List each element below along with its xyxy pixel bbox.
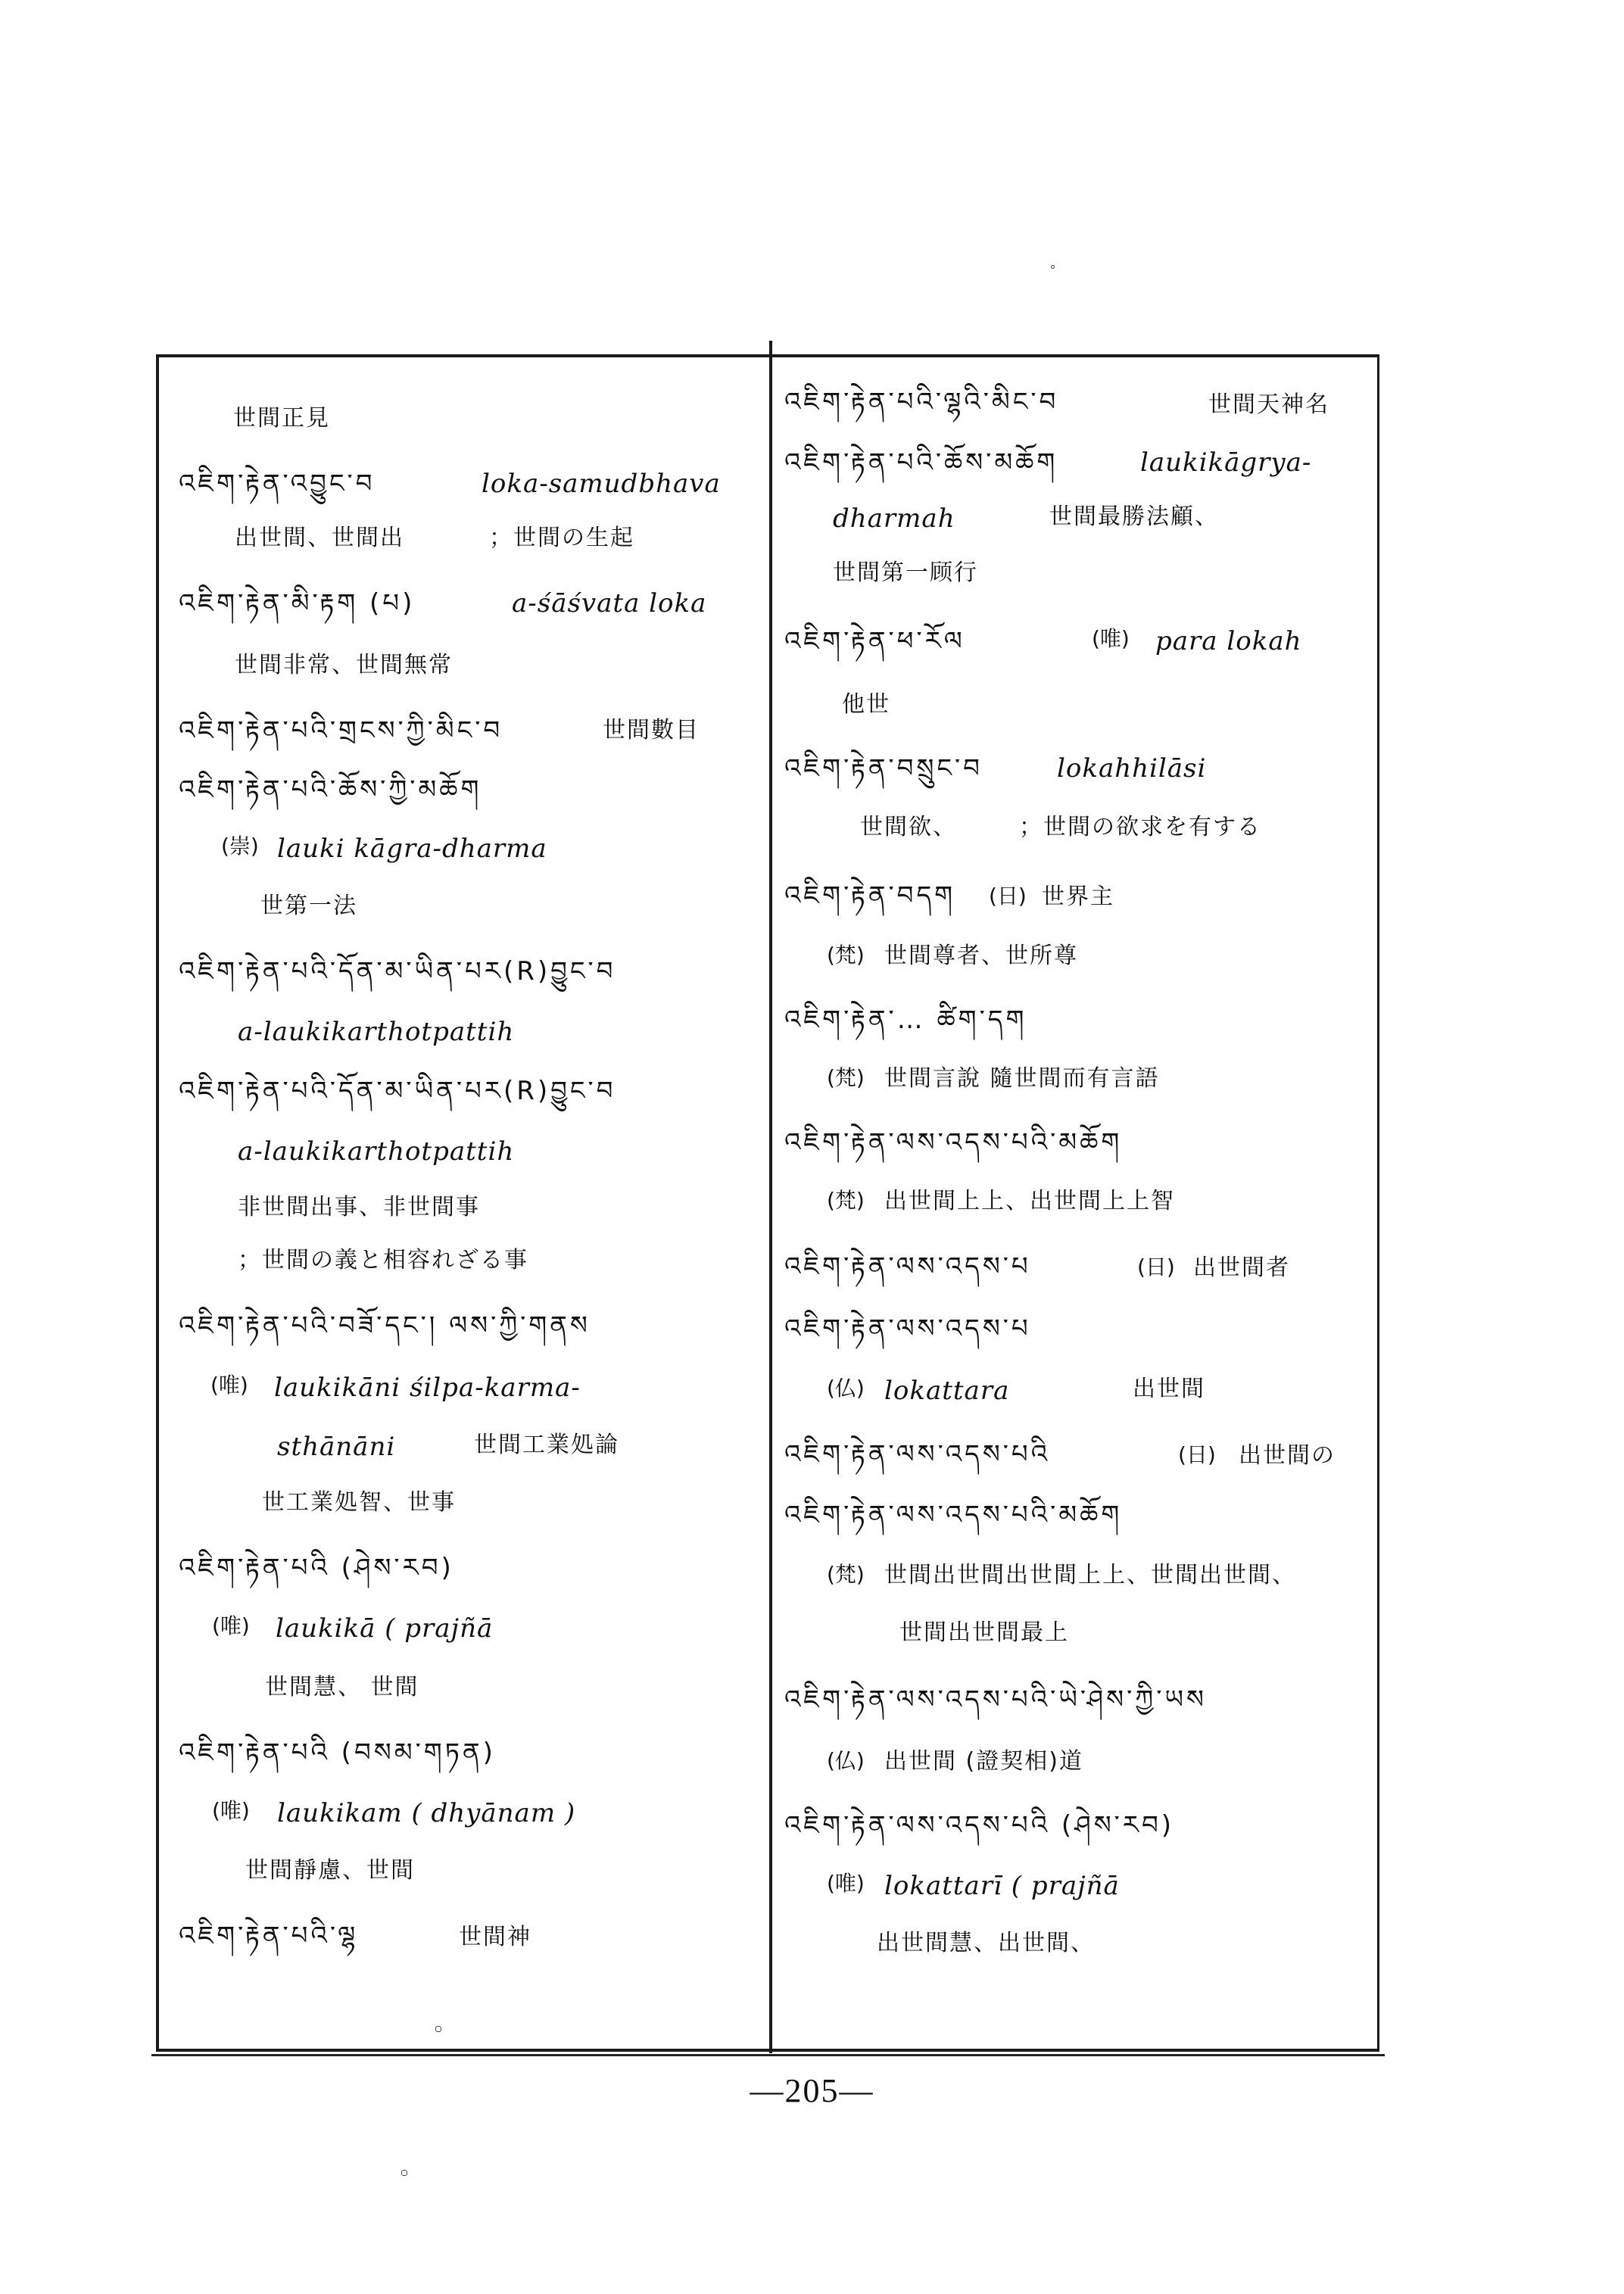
japanese-gloss: ；世間の義と相容れざる事: [238, 1247, 528, 1273]
source-tag: (梵): [827, 1562, 865, 1587]
source-tag: (唯): [212, 1613, 250, 1638]
sanskrit-romanization: laukikā ( prajñā: [276, 1613, 494, 1644]
tibetan-headword: འཇིག་རྟེན་ལས་འདས་པ: [784, 1251, 1031, 1282]
japanese-gloss: ；世間の欲求を有する: [1019, 814, 1261, 840]
japanese-gloss: 世間天神名: [1208, 391, 1329, 418]
source-tag: (仏): [827, 1376, 865, 1401]
source-tag: (唯): [210, 1373, 248, 1398]
japanese-gloss: 世間言說 隨世間而有言語: [884, 1065, 1160, 1092]
sanskrit-romanization: a-laukikarthotpattih: [238, 1136, 515, 1167]
japanese-gloss: 出世間慧、出世間、: [877, 1930, 1095, 1956]
tibetan-headword: འཇིག་རྟེན་བདག: [784, 881, 956, 911]
japanese-gloss: ；世間の生起: [489, 525, 634, 551]
japanese-gloss: 世第一法: [260, 893, 357, 919]
japanese-gloss: 世間出世間出世間上上、世間出世間、: [884, 1562, 1296, 1588]
japanese-gloss: 世間正見: [233, 405, 330, 432]
source-tag: (崇): [221, 834, 259, 859]
japanese-gloss: 他世: [842, 691, 890, 718]
japanese-gloss: 出世間者: [1193, 1255, 1290, 1281]
sanskrit-romanization: sthānāni: [277, 1432, 396, 1462]
tibetan-headword: འཇིག་རྟེན་ལས་འདས་པའི (ཤེས་རབ): [784, 1810, 1175, 1840]
source-tag: (梵): [827, 943, 865, 968]
japanese-gloss: 世間慧、 世間: [265, 1674, 419, 1700]
tibetan-headword: འཇིག་རྟེན་པའི་དོན་མ་ཡིན་པར(R)བྱུང་བ: [179, 1076, 616, 1106]
source-tag: (仏): [827, 1748, 865, 1773]
japanese-gloss: 世間出世間最上: [899, 1619, 1069, 1646]
tibetan-headword: འཇིག་རྟེན་པའི་ལྷའི་མིང་བ: [784, 387, 1059, 417]
sanskrit-romanization: lokattara: [884, 1376, 1010, 1406]
tibetan-headword: འཇིག་རྟེན་ལས་འདས་པའི་ཡེ་ཤེས་ཀྱི་ཡས: [784, 1685, 1207, 1715]
sanskrit-romanization: loka-samudbhava: [482, 469, 721, 499]
tibetan-headword: འཇིག་རྟེན་པའི་བཟོ་དང་། ལས་ཀྱི་གནས: [179, 1311, 591, 1341]
japanese-gloss: 出世間: [1133, 1376, 1205, 1402]
column-divider: [769, 341, 772, 2053]
japanese-gloss: 出世間の: [1239, 1442, 1336, 1469]
japanese-gloss: 世間最勝法顧、: [1049, 503, 1219, 530]
japanese-gloss: 世間數目: [603, 717, 700, 743]
tibetan-headword: འཇིག་རྟེན་པའི་ཆོས་ཀྱི་མཆོག: [179, 775, 482, 805]
tibetan-headword: འཇིག་རྟེན་པའི (བསམ་གཏན): [179, 1738, 496, 1768]
sanskrit-romanization: laukikam ( dhyānam ): [277, 1798, 576, 1828]
page-number: —205—: [750, 2072, 874, 2109]
speck: [401, 2170, 407, 2176]
tibetan-headword: འཇིག་རྟེན་བསྲུང་བ: [784, 753, 983, 784]
source-tag: (日): [989, 884, 1027, 909]
tibetan-headword: འཇིག་རྟེན་པའི་ཆོས་མཆོག: [784, 447, 1058, 478]
japanese-gloss: 世界主: [1042, 884, 1114, 910]
source-tag: (唯): [1092, 626, 1130, 651]
japanese-gloss: 世間靜慮、世間: [245, 1857, 415, 1884]
sanskrit-romanization: a-laukikarthotpattih: [238, 1017, 515, 1047]
speck: [1051, 265, 1055, 269]
tibetan-headword: འཇིག་རྟེན་ཕ་རོལ: [784, 626, 965, 656]
japanese-gloss: 世間欲、: [860, 814, 957, 840]
sanskrit-romanization: para lokah: [1155, 626, 1302, 656]
source-tag: (唯): [212, 1798, 250, 1823]
japanese-gloss: 世間非常、世間無常: [235, 652, 453, 678]
japanese-gloss: 世間神: [459, 1924, 531, 1950]
japanese-gloss: 世間尊者、世所尊: [884, 943, 1078, 969]
japanese-gloss: 世間第一顾行: [833, 559, 978, 586]
sanskrit-romanization: laukikāni śilpa-karma-: [274, 1373, 581, 1403]
japanese-gloss: 出世間上上、出世間上上智: [884, 1188, 1175, 1214]
japanese-gloss: 世間工業処論: [474, 1432, 619, 1458]
sanskrit-romanization: a-śāśvata loka: [512, 588, 707, 619]
sanskrit-romanization: lokattarī ( prajñā: [884, 1871, 1120, 1901]
japanese-gloss: 非世間出事、非世間事: [238, 1194, 480, 1220]
tibetan-headword: འཇིག་རྟེན་པའི་དོན་མ་ཡིན་པར(R)བྱུང་བ: [179, 956, 616, 986]
source-tag: (唯): [827, 1871, 865, 1896]
tibetan-headword: འཇིག་རྟེན་ལས་འདས་པའི: [784, 1439, 1051, 1470]
tibetan-headword: འཇིག་རྟེན་པའི (ཤེས་རབ): [179, 1553, 454, 1583]
sanskrit-romanization: dharmah: [833, 503, 955, 534]
source-tag: (日): [1178, 1442, 1216, 1467]
tibetan-headword: འཇིག་རྟེན་… ཚིག་དག: [784, 1005, 1027, 1035]
sanskrit-romanization: laukikāgrya-: [1140, 447, 1312, 478]
japanese-gloss: 出世間、世間出: [235, 525, 404, 551]
japanese-gloss: 世工業処智、世事: [262, 1489, 456, 1516]
tibetan-headword: འཇིག་རྟེན་ལས་འདས་པའི་མཆོག: [784, 1127, 1123, 1158]
source-tag: (日): [1137, 1255, 1175, 1279]
sanskrit-romanization: lokahhilāsi: [1057, 753, 1207, 784]
sanskrit-romanization: lauki kāgra-dharma: [277, 834, 547, 864]
tibetan-headword: འཇིག་རྟེན་འབྱུང་བ: [179, 469, 376, 499]
japanese-gloss: 出世間 (證契相)道: [884, 1748, 1083, 1775]
tibetan-headword: འཇིག་རྟེན་པའི་གྲངས་ཀྱི་མིང་བ: [179, 715, 503, 746]
tibetan-headword: འཇིག་རྟེན་ལས་འདས་པ: [784, 1314, 1031, 1344]
tibetan-headword: འཇིག་རྟེན་མི་རྟག (པ): [179, 588, 416, 619]
source-tag: (梵): [827, 1188, 865, 1213]
tibetan-headword: འཇིག་རྟེན་པའི་ལྷ: [179, 1921, 359, 1951]
source-tag: (梵): [827, 1065, 865, 1090]
speck: [435, 2026, 441, 2032]
tibetan-headword: འཇིག་རྟེན་ལས་འདས་པའི་མཆོག: [784, 1500, 1123, 1530]
